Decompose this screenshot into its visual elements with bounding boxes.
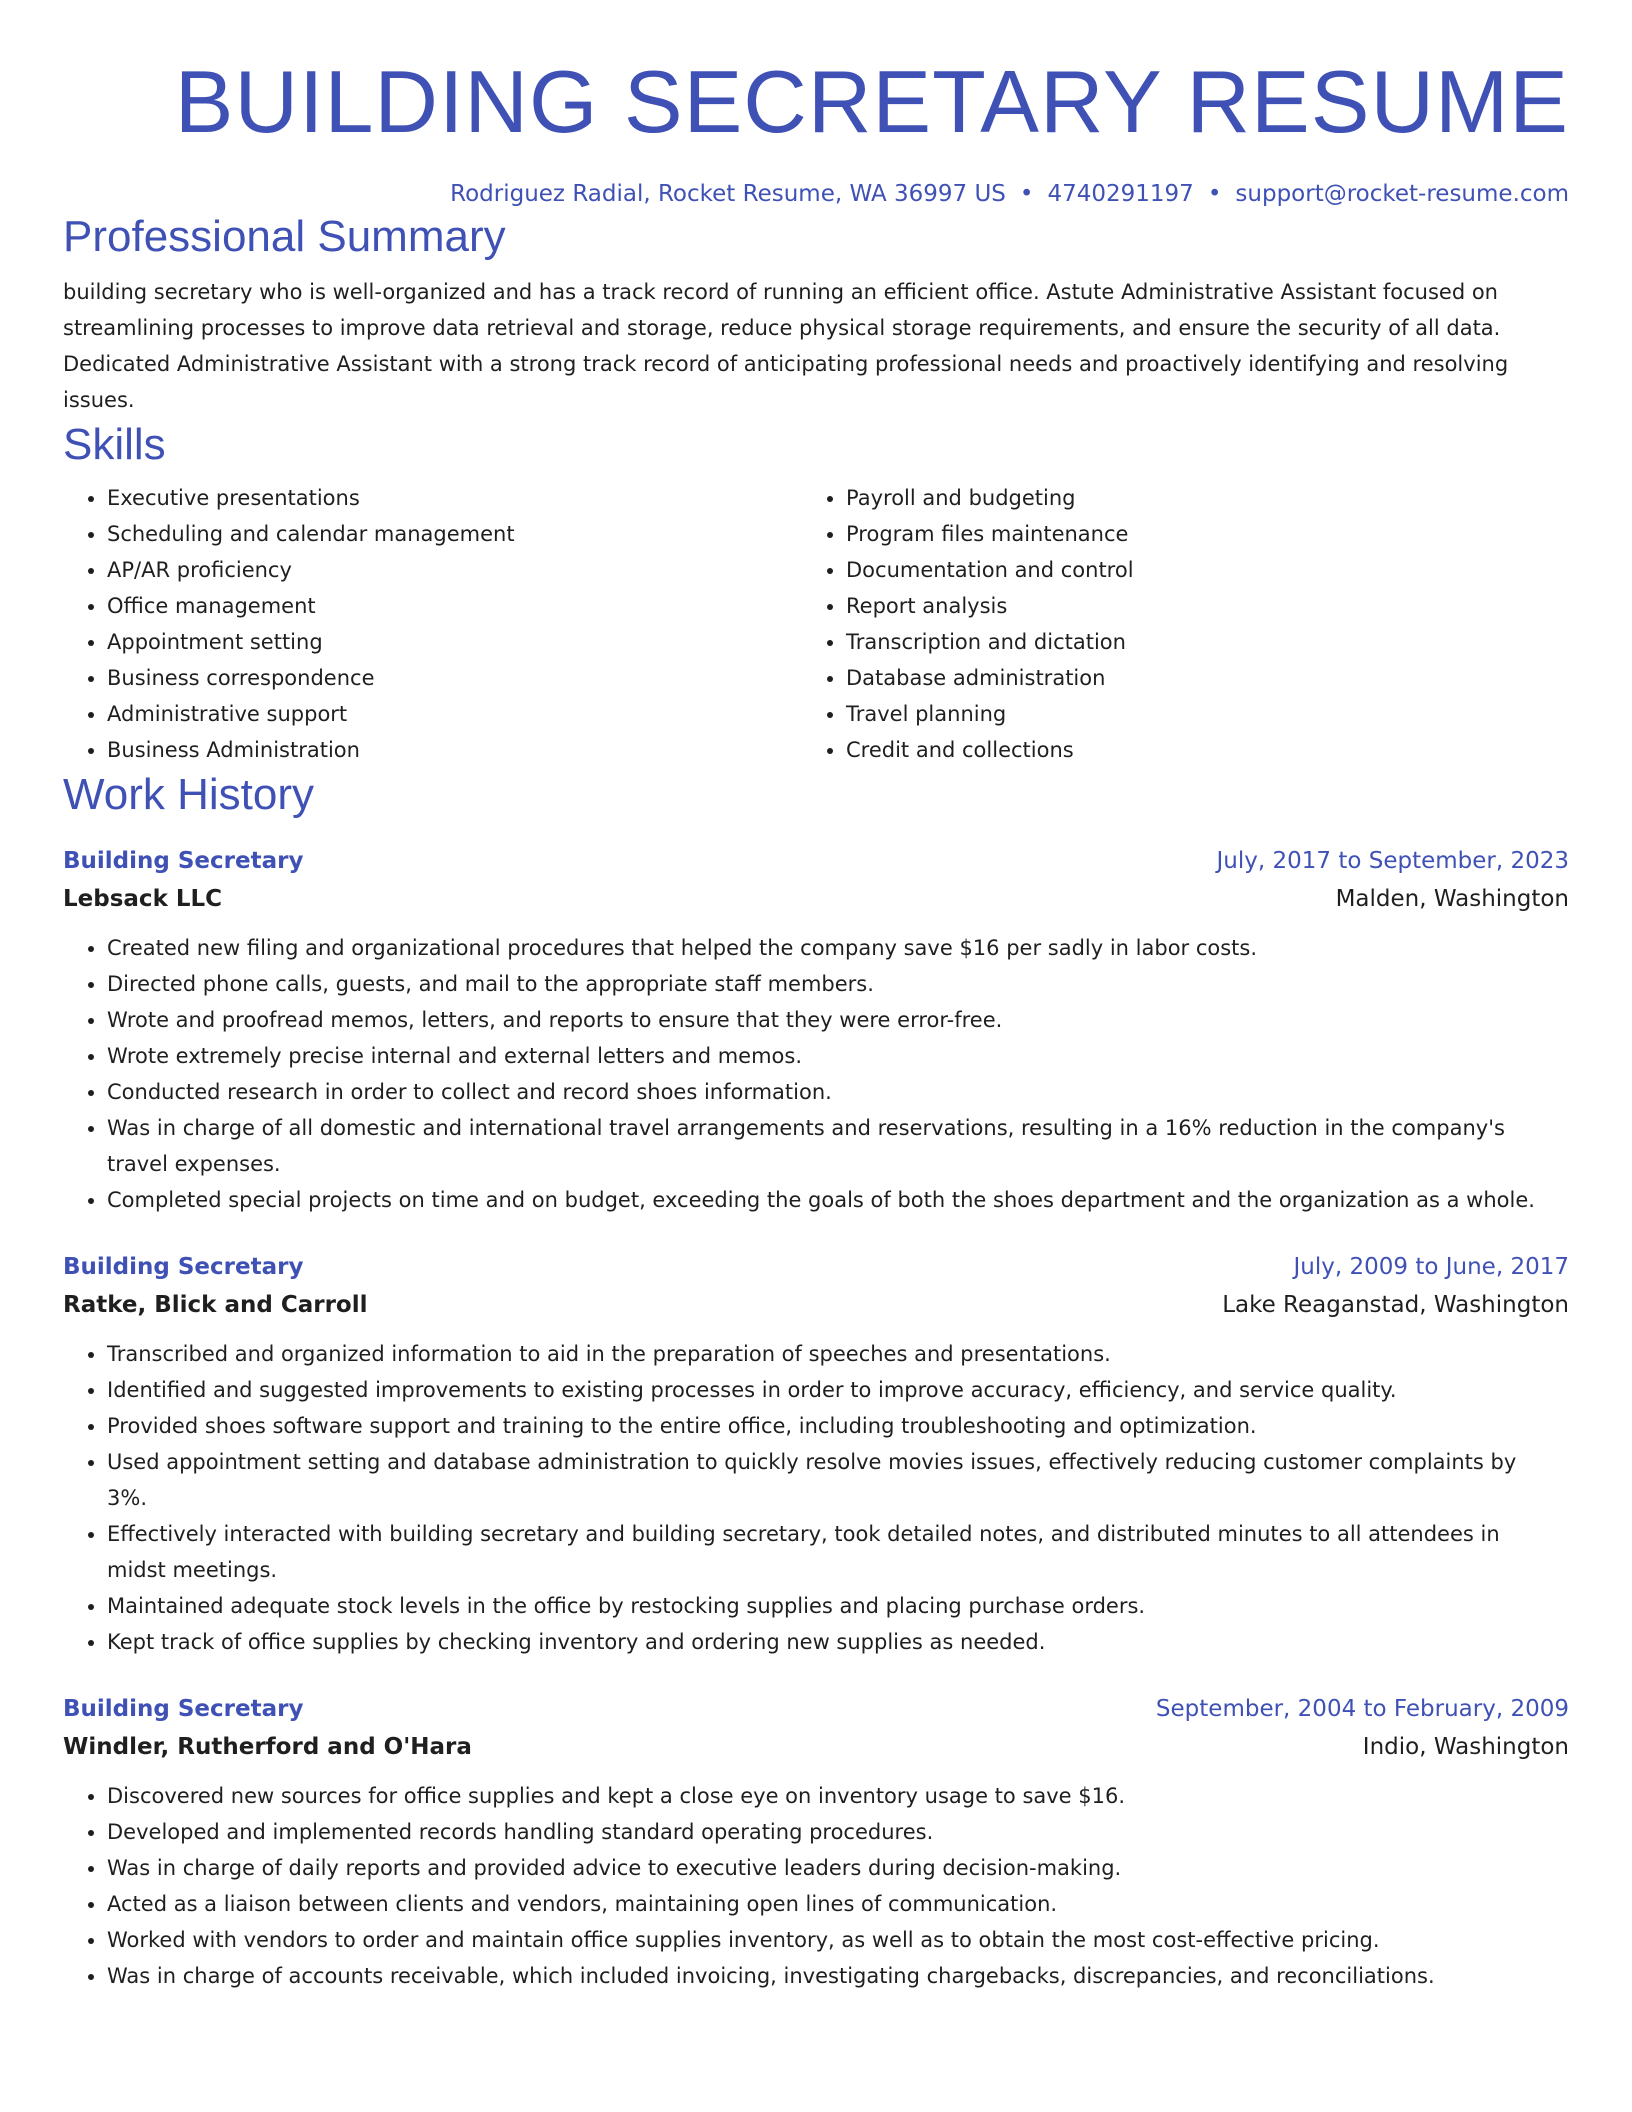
job-location: Indio, Washington (1362, 1734, 1569, 1760)
job-title: Building Secretary (63, 848, 304, 874)
job-bullet: • Was in charge of accounts receivable, which included invoicing, investigating chargebacks, discrepancies, and reconciliations. (107, 1958, 1557, 1994)
contact-address: Rodriguez Radial, Rocket Resume, WA 36997 US (450, 181, 1006, 207)
job-bullet: • Transcribed and organized information to aid in the preparation of speeches and presentations. (107, 1336, 1557, 1372)
job-bullet: • Kept track of office supplies by checking inventory and ordering new supplies as needed. (107, 1624, 1557, 1660)
skill-item: • Transcription and dictation (846, 624, 1502, 660)
contact-line (63, 178, 1569, 210)
contact-phone: 4740291197 (1047, 181, 1194, 207)
contact-separator: • (1019, 181, 1034, 207)
job-entry (63, 1690, 1569, 1994)
job-company: Windler, Rutherford and O'Hara (63, 1734, 472, 1760)
job-bullet: • Worked with vendors to order and maintain office supplies inventory, as well as to obtain the most cost-effective pricing. (107, 1922, 1557, 1958)
job-bullets (63, 930, 1557, 1218)
skill-item: • Business Administration (107, 732, 758, 768)
job-bullet: • Conducted research in order to collect and record shoes information. (107, 1074, 1557, 1110)
job-entry (63, 1248, 1569, 1660)
job-bullet: • Developed and implemented records handling standard operating procedures. (107, 1814, 1557, 1850)
job-bullet: • Discovered new sources for office supplies and kept a close eye on inventory usage to save $16. (107, 1778, 1557, 1814)
job-bullet: • Provided shoes software support and training to the entire office, including troubleshooting and optimization. (107, 1408, 1557, 1444)
job-bullet: • Completed special projects on time and on budget, exceeding the goals of both the shoes department and the organization as a whole. (107, 1182, 1557, 1218)
skill-item: • Report analysis (846, 588, 1502, 624)
skill-item: • Travel planning (846, 696, 1502, 732)
job-bullet: • Used appointment setting and database administration to quickly resolve movies issues, effectively reducing customer complaints by 3%. (107, 1444, 1557, 1516)
skill-item: • Office management (107, 588, 758, 624)
skills-list (63, 480, 1569, 768)
skill-item: • Credit and collections (846, 732, 1502, 768)
job-dates: July, 2017 to September, 2023 (1216, 848, 1569, 874)
skill-item: • Business correspondence (107, 660, 758, 696)
job-bullet: • Acted as a liaison between clients and vendors, maintaining open lines of communication. (107, 1886, 1557, 1922)
job-entry (63, 842, 1569, 1218)
work-history-heading: Work History (63, 770, 314, 819)
skill-item: • Payroll and budgeting (846, 480, 1502, 516)
job-title: Building Secretary (63, 1254, 304, 1280)
job-dates: July, 2009 to June, 2017 (1293, 1254, 1569, 1280)
job-bullet: • Wrote extremely precise internal and external letters and memos. (107, 1038, 1557, 1074)
job-location: Malden, Washington (1335, 886, 1569, 912)
contact-separator: • (1207, 181, 1222, 207)
skills-heading: Skills (63, 420, 166, 469)
skill-item: • AP/AR proficiency (107, 552, 758, 588)
skills-column-right (758, 480, 1502, 768)
skills-column-left (63, 480, 758, 768)
job-company: Lebsack LLC (63, 886, 223, 912)
skill-item: • Appointment setting (107, 624, 758, 660)
job-bullet: • Was in charge of all domestic and international travel arrangements and reservations, resulting in a 16% reduction in the company's travel expenses. (107, 1110, 1557, 1182)
summary-text: building secretary who is well-organized and has a track record of running an efficient office. Astute Administrative Assistant focused on streamlining processes to improve data retrieval and storage, reduce physical storage requirements, and ensure the security of all data. Dedicated Administrative Assistant with a strong track record of anticipating professional needs and proactively identifying and resolving issues. (63, 280, 1509, 412)
skill-item: • Executive presentations (107, 480, 758, 516)
job-company: Ratke, Blick and Carroll (63, 1292, 368, 1318)
resume-title: BUILDING SECRETARY RESUME (174, 52, 1569, 151)
job-bullets (63, 1778, 1557, 1994)
job-bullet: • Identified and suggested improvements to existing processes in order to improve accuracy, efficiency, and service quality. (107, 1372, 1557, 1408)
job-bullet: • Created new filing and organizational procedures that helped the company save $16 per sadly in labor costs. (107, 930, 1557, 966)
summary-heading: Professional Summary (63, 212, 506, 261)
job-bullet: • Directed phone calls, guests, and mail to the appropriate staff members. (107, 966, 1557, 1002)
skill-item: • Program files maintenance (846, 516, 1502, 552)
job-dates: September, 2004 to February, 2009 (1155, 1696, 1569, 1722)
skill-item: • Database administration (846, 660, 1502, 696)
skill-item: • Administrative support (107, 696, 758, 732)
job-location: Lake Reaganstad, Washington (1222, 1292, 1569, 1318)
skill-item: • Documentation and control (846, 552, 1502, 588)
job-bullet: • Wrote and proofread memos, letters, and reports to ensure that they were error-free. (107, 1002, 1557, 1038)
job-bullet: • Was in charge of daily reports and provided advice to executive leaders during decision-making. (107, 1850, 1557, 1886)
job-bullet: • Maintained adequate stock levels in the office by restocking supplies and placing purchase orders. (107, 1588, 1557, 1624)
job-bullet: • Effectively interacted with building secretary and building secretary, took detailed notes, and distributed minutes to all attendees in midst meetings. (107, 1516, 1557, 1588)
job-bullets (63, 1336, 1557, 1660)
contact-email: support@rocket-resume.com (1235, 181, 1569, 207)
skill-item: • Scheduling and calendar management (107, 516, 758, 552)
job-title: Building Secretary (63, 1696, 304, 1722)
